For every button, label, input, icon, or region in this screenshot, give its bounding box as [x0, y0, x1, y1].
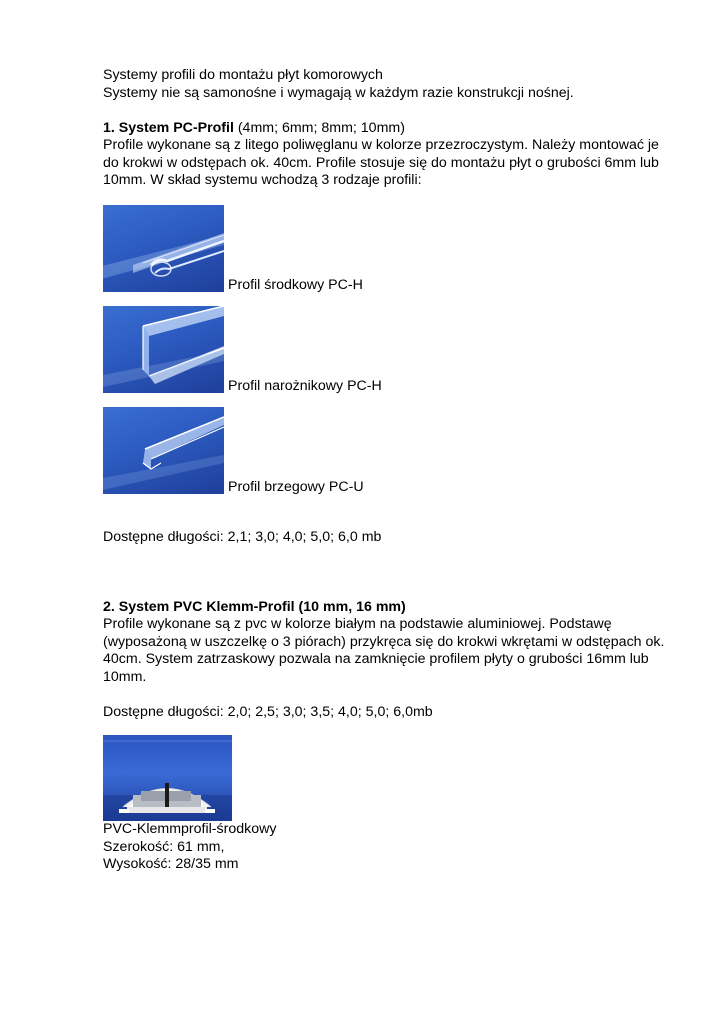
section1-desc-3: 10mm. W skład systemu wchodzą 3 rodzaje profili:: [103, 172, 422, 188]
profile-row-edge: [103, 407, 693, 494]
section2-lengths: Dostępne długości: 2,0; 2,5; 3,0; 3,5; 4,0; 5,0; 6,0mb: [103, 703, 433, 720]
profile-pc-h-corner-photo: [103, 306, 224, 393]
section2-desc-2: (wyposażoną w uszczelkę o 3 piórach) przykręca się do krokwi wkrętami w odstępach ok.: [103, 633, 665, 650]
profile-label-edge: Profil brzegowy PC-U: [228, 479, 364, 495]
document-page: [103, 67, 693, 874]
pvc-klemmprofil-photo: [103, 735, 232, 821]
intro-line-1: Systemy profili do montażu płyt komorowych: [103, 67, 383, 83]
profile-label-corner: Profil narożnikowy PC-H: [228, 378, 382, 394]
section2-heading: 2. System PVC Klemm-Profil (10 mm, 16 mm): [103, 598, 406, 615]
product-height: Wysokość: 28/35 mm: [103, 856, 239, 872]
product-width: Szerokość: 61 mm,: [103, 838, 225, 855]
section2-desc-3: 40cm. System zatrzaskowy pozwala na zamknięcie profilem płyty o grubości 16mm lub: [103, 651, 649, 667]
profile-row-center: [103, 205, 693, 292]
profile-pc-h-center-photo: [103, 205, 224, 292]
section2-desc-1: Profile wykonane są z pvc w kolorze białym na podstawie aluminiowej. Podstawę: [103, 616, 612, 632]
section1-desc-2: do krokwi w odstępach ok. 40cm. Profile stosuje się do montażu płyt o grubości 6mm lub: [103, 154, 659, 171]
profile-pc-u-edge-photo: [103, 407, 224, 494]
section1-heading: [103, 120, 693, 138]
intro-line-2: Systemy nie są samonośne i wymagają w każdym razie konstrukcji nośnej.: [103, 84, 574, 101]
section1-heading-bold: 1. System PC-Profil: [103, 119, 234, 136]
section1-heading-sizes: (4mm; 6mm; 8mm; 10mm): [233, 119, 405, 136]
section1-desc-1: Profile wykonane są z litego poliwęglanu w kolorze przezroczystym. Należy montować je: [103, 137, 659, 153]
section2-desc-4: 10mm.: [103, 668, 147, 685]
profile-label-center: Profil środkowy PC-H: [228, 277, 363, 293]
section1-lengths: Dostępne długości: 2,1; 3,0; 4,0; 5,0; 6,0 mb: [103, 528, 382, 545]
product-name: PVC-Klemmprofil-środkowy: [103, 821, 277, 837]
profile-row-corner: [103, 306, 693, 393]
